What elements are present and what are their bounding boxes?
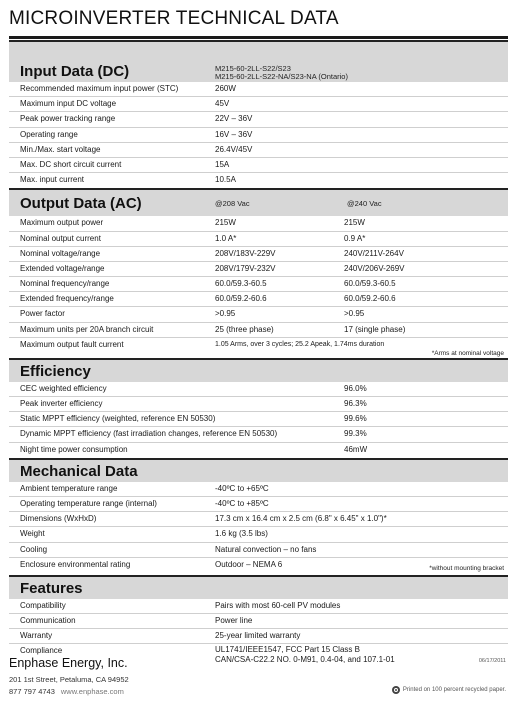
- section-title: Features: [20, 579, 83, 597]
- row-value: 1.6 kg (3.5 lbs): [215, 529, 268, 539]
- company-contact: [9, 687, 124, 696]
- row-value-240: 60.0/59.3-60.5: [344, 279, 396, 289]
- row-value-240: 60.0/59.2-60.6: [344, 294, 396, 304]
- row-value-208: 60.0/59.3-60.5: [215, 279, 267, 289]
- table-row: [9, 158, 508, 173]
- row-value: 25-year limited warranty: [215, 631, 301, 641]
- section-input-dc: [9, 40, 508, 188]
- table-row: [9, 323, 508, 338]
- row-value: Power line: [215, 615, 253, 625]
- row-value-208: 208V/183V-229V: [215, 248, 276, 258]
- table-row: [9, 247, 508, 262]
- model-line-1: M215-60-2LL-S22/S23: [215, 64, 291, 73]
- table-row: [9, 173, 508, 188]
- section-title: Input Data (DC): [20, 63, 130, 80]
- row-label: Operating temperature range (internal): [20, 498, 157, 508]
- table-row: [9, 614, 508, 629]
- row-label: Compatibility: [20, 600, 66, 610]
- row-value-208: >0.95: [215, 309, 236, 319]
- row-label: Communication: [20, 615, 76, 625]
- row-value: 96.0%: [344, 383, 367, 393]
- row-value: 1.05 Arms, over 3 cycles; 25.2 Apeak, 1.74ms duration: [215, 340, 385, 348]
- row-value: 26.4V/45V: [215, 144, 253, 154]
- table-row: [9, 558, 508, 575]
- compliance-line-2: CAN/CSA-C22.2 NO. 0-M91, 0.4-04, and 107.1-01: [215, 655, 395, 665]
- row-label: Min./Max. start voltage: [20, 144, 101, 154]
- row-label: CEC weighted efficiency: [20, 383, 107, 393]
- table-row: [9, 543, 508, 558]
- row-label: Maximum output power: [20, 218, 104, 228]
- row-label: Nominal output current: [20, 233, 101, 243]
- row-value: 10.5A: [215, 175, 236, 185]
- section-output-ac: [9, 188, 508, 358]
- section-header: [9, 188, 508, 216]
- row-value: 16V – 36V: [215, 129, 253, 139]
- table-row: [9, 382, 508, 397]
- table-row: [9, 307, 508, 322]
- row-value: 99.3%: [344, 429, 367, 439]
- row-label: Extended voltage/range: [20, 263, 105, 273]
- row-label: Extended frequency/range: [20, 294, 114, 304]
- row-label: Power factor: [20, 309, 65, 319]
- table-row: [9, 112, 508, 127]
- company-website[interactable]: www.enphase.com: [60, 687, 124, 696]
- row-value: 17.3 cm x 16.4 cm x 2.5 cm (6.8" x 6.45" x 1.0")*: [215, 514, 387, 524]
- table-row: [9, 97, 508, 112]
- row-label: Nominal voltage/range: [20, 248, 101, 258]
- section-header: [9, 40, 508, 82]
- compliance-line-1: UL1741/IEEE1547, FCC Part 15 Class B: [215, 645, 360, 655]
- row-value: Outdoor – NEMA 6: [215, 559, 283, 569]
- table-row: [9, 629, 508, 644]
- row-label: Recommended maximum input power (STC): [20, 84, 179, 93]
- row-value-240: 0.9 A*: [344, 233, 366, 243]
- row-value: 46mW: [344, 444, 368, 454]
- row-value-208: 215W: [215, 218, 236, 228]
- table-row: [9, 232, 508, 247]
- company-name: Enphase Energy, Inc.: [9, 656, 128, 670]
- recycled-text: Printed on 100 percent recycled paper.: [402, 687, 506, 693]
- row-value: Pairs with most 60-cell PV modules: [215, 600, 341, 610]
- table-row: [9, 82, 508, 97]
- section-header: [9, 575, 508, 599]
- row-value-208: 60.0/59.2-60.6: [215, 294, 267, 304]
- page-title: MICROINVERTER TECHNICAL DATA: [9, 8, 339, 29]
- row-label: Ambient temperature range: [20, 483, 118, 493]
- row-value: 15A: [215, 159, 230, 169]
- row-value-208: 1.0 A*: [215, 233, 237, 243]
- section-header: [9, 358, 508, 382]
- table-row: [9, 512, 508, 527]
- row-label: Compliance: [20, 646, 63, 656]
- spec-table: [9, 40, 508, 668]
- row-value: 22V – 36V: [215, 114, 253, 124]
- table-row: [9, 277, 508, 292]
- row-label: Dynamic MPPT efficiency (fast irradiation changes, reference EN 50530): [20, 429, 278, 439]
- table-row: [9, 262, 508, 277]
- row-label: Warranty: [20, 631, 53, 641]
- row-value: -40ºC to +85ºC: [215, 498, 269, 508]
- table-row: [9, 128, 508, 143]
- row-value-240: 17 (single phase): [344, 324, 406, 334]
- column-header-240: @240 Vac: [347, 199, 382, 209]
- column-header-208: @208 Vac: [215, 199, 250, 209]
- section-efficiency: [9, 358, 508, 458]
- company-phone: 877 797 4743: [9, 687, 55, 696]
- section-features: [9, 575, 508, 669]
- row-label: Night time power consumption: [20, 444, 128, 454]
- company-address: 201 1st Street, Petaluma, CA 94952: [9, 675, 129, 684]
- row-value: 96.3%: [344, 399, 367, 408]
- row-label: Maximum input DC voltage: [20, 99, 117, 109]
- footnote-arms: *Arms at nominal voltage: [431, 349, 504, 357]
- row-value: [215, 645, 395, 665]
- row-value: 260W: [215, 84, 236, 93]
- row-label: Maximum units per 20A branch circuit: [20, 324, 154, 334]
- table-row: [9, 443, 508, 458]
- section-title: Output Data (AC): [20, 195, 142, 213]
- section-title: Mechanical Data: [20, 462, 138, 480]
- recycled-note: [392, 686, 506, 694]
- row-value-240: 215W: [344, 218, 365, 228]
- table-row: [9, 527, 508, 542]
- table-row: [9, 216, 508, 231]
- table-row: [9, 338, 508, 358]
- row-label: Dimensions (WxHxD): [20, 514, 97, 524]
- row-label: Enclosure environmental rating: [20, 559, 131, 569]
- row-value: 99.6%: [344, 414, 367, 424]
- row-label: Weight: [20, 529, 45, 539]
- row-value-208: 25 (three phase): [215, 324, 274, 334]
- row-label: Nominal frequency/range: [20, 279, 110, 289]
- row-value: Natural convection – no fans: [215, 544, 317, 554]
- row-value-240: 240V/206V-269V: [344, 263, 405, 273]
- row-label: Peak inverter efficiency: [20, 399, 103, 408]
- section-title: Efficiency: [20, 362, 91, 380]
- recycle-icon: [392, 686, 400, 694]
- row-label: Peak power tracking range: [20, 114, 116, 124]
- footnote-bracket: *without mounting bracket: [429, 564, 504, 572]
- row-label: Max. DC short circuit current: [20, 159, 122, 169]
- row-label: Maximum output fault current: [20, 339, 124, 349]
- table-row: [9, 599, 508, 614]
- section-mechanical: [9, 458, 508, 575]
- row-value-240: 240V/211V-264V: [344, 248, 404, 258]
- row-value: -40ºC to +65ºC: [215, 483, 269, 493]
- table-row: [9, 497, 508, 512]
- row-value-240: >0.95: [344, 309, 365, 319]
- table-row: [9, 482, 508, 497]
- table-row: [9, 397, 508, 412]
- row-label: Cooling: [20, 544, 48, 554]
- row-value-208: 208V/179V-232V: [215, 263, 276, 273]
- row-value: 45V: [215, 99, 230, 109]
- table-row: [9, 143, 508, 158]
- table-row: [9, 427, 508, 442]
- section-header: [9, 458, 508, 482]
- model-line-2: M215-60-2LL-S22-NA/S23-NA (Ontario): [215, 72, 348, 81]
- row-label: Max. input current: [20, 175, 85, 185]
- row-label: Operating range: [20, 129, 78, 139]
- table-row: [9, 292, 508, 307]
- row-label: Static MPPT efficiency (weighted, reference EN 50530): [20, 414, 216, 424]
- title-rule: [9, 36, 508, 39]
- document-date: 06/17/2011: [478, 658, 506, 664]
- table-row: [9, 412, 508, 427]
